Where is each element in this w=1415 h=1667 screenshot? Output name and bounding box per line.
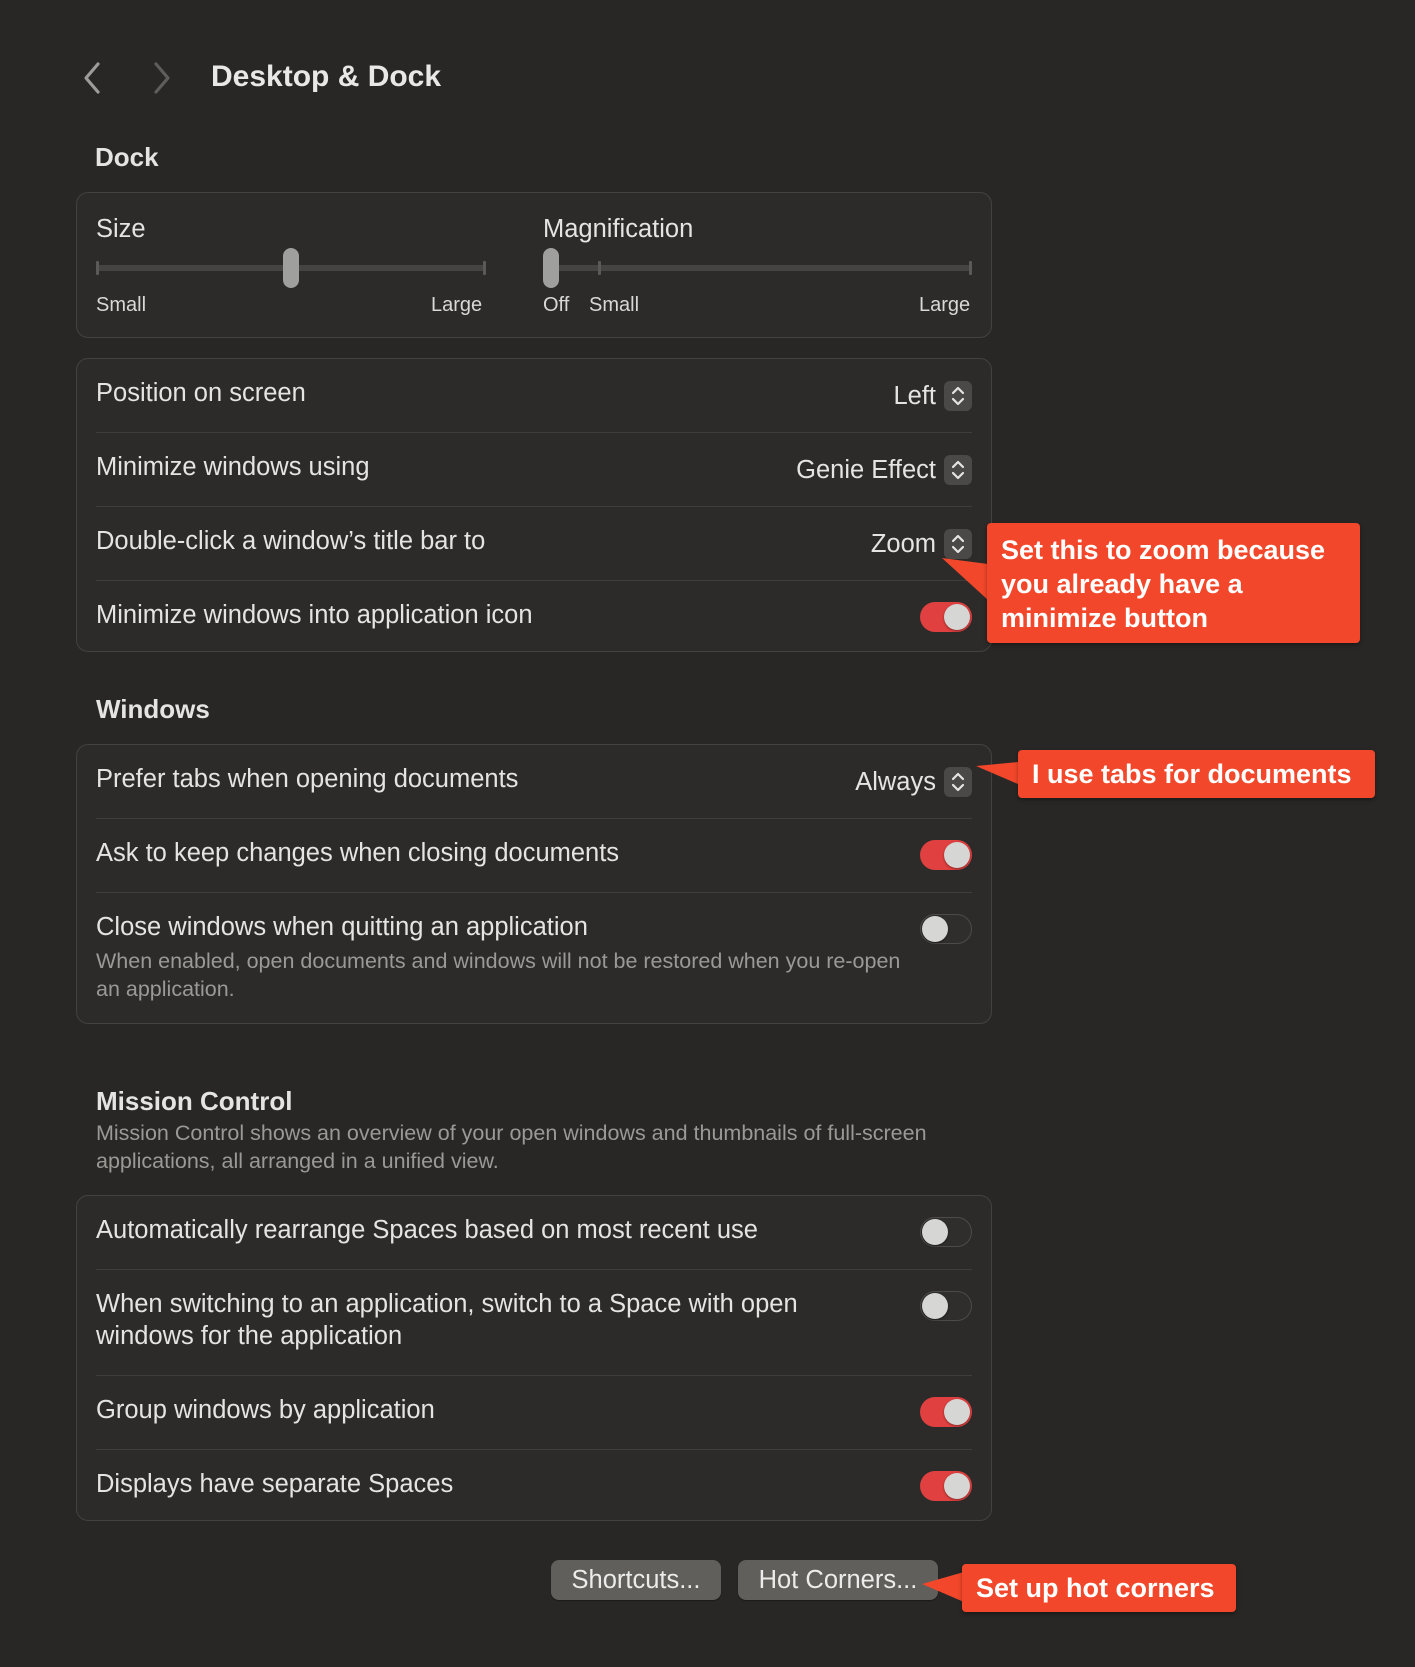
magnification-slider-track[interactable] bbox=[543, 265, 971, 271]
mission-control-panel bbox=[76, 1195, 992, 1521]
up-down-chevron-icon bbox=[944, 455, 972, 485]
up-down-chevron-icon bbox=[944, 381, 972, 411]
mission-control-description: Mission Control shows an overview of your open windows and thumbnails of full-screen applications, all arranged in a unified view. bbox=[96, 1121, 927, 1173]
toggle-knob bbox=[922, 1219, 948, 1245]
minimize-into-icon-toggle[interactable] bbox=[920, 602, 972, 632]
callout-tabs: I use tabs for documents bbox=[1018, 750, 1375, 798]
dock-settings-panel bbox=[76, 358, 992, 652]
size-slider-tick bbox=[96, 261, 99, 275]
popup-value: Genie Effect bbox=[796, 455, 936, 484]
toggle-knob bbox=[944, 842, 970, 868]
setting-description: When enabled, open documents and windows will not be restored when you re-open an application. bbox=[96, 949, 901, 1001]
section-title-dock: Dock bbox=[95, 142, 159, 172]
setting-label: Minimize windows using bbox=[96, 453, 370, 481]
toggle-knob bbox=[944, 604, 970, 630]
toggle-knob bbox=[944, 1399, 970, 1425]
callout-pointer-hot-corners bbox=[922, 1566, 966, 1606]
setting-row-position bbox=[96, 359, 972, 433]
setting-row-minimize-effect bbox=[96, 433, 972, 507]
setting-row-separate-spaces bbox=[96, 1450, 972, 1522]
position-popup[interactable] bbox=[893, 380, 972, 412]
setting-row-minimize-into-icon bbox=[96, 581, 972, 653]
setting-label: Close windows when quitting an application bbox=[96, 913, 588, 941]
back-button[interactable] bbox=[74, 58, 110, 98]
rearrange-spaces-toggle[interactable] bbox=[920, 1217, 972, 1247]
magnification-slider-tick bbox=[969, 261, 972, 275]
size-slider-label: Size bbox=[96, 215, 146, 243]
setting-label: When switching to an application, switch to a Space with open windows for the application bbox=[96, 1290, 798, 1350]
magnification-slider-max-label: Large bbox=[919, 294, 971, 316]
callout-hot-corners: Set up hot corners bbox=[962, 1564, 1236, 1612]
callout-zoom: Set this to zoom because you already have a minimize button bbox=[987, 523, 1360, 643]
toggle-knob bbox=[922, 916, 948, 942]
close-windows-toggle[interactable] bbox=[920, 914, 972, 944]
setting-row-group-windows bbox=[96, 1376, 972, 1450]
setting-row-rearrange-spaces bbox=[96, 1196, 972, 1270]
setting-row-ask-keep-changes bbox=[96, 819, 972, 893]
prefer-tabs-popup[interactable] bbox=[855, 766, 972, 798]
setting-label: Displays have separate Spaces bbox=[96, 1470, 454, 1498]
setting-label: Group windows by application bbox=[96, 1396, 435, 1424]
page-title: Desktop & Dock bbox=[211, 60, 442, 93]
group-windows-toggle[interactable] bbox=[920, 1397, 972, 1427]
dock-size-panel bbox=[76, 192, 992, 338]
setting-label: Double-click a window’s title bar to bbox=[96, 527, 486, 555]
magnification-slider-thumb[interactable] bbox=[543, 248, 559, 288]
chevron-right-icon bbox=[144, 58, 180, 98]
magnification-slider-off-label: Off bbox=[543, 294, 570, 316]
toggle-knob bbox=[922, 1293, 948, 1319]
popup-value: Zoom bbox=[870, 529, 936, 558]
size-slider-thumb[interactable] bbox=[283, 248, 299, 288]
magnification-slider-label: Magnification bbox=[543, 215, 694, 243]
setting-label: Ask to keep changes when closing documents bbox=[96, 839, 620, 867]
size-slider-min-label: Small bbox=[96, 294, 147, 316]
section-title-mission-control: Mission Control bbox=[96, 1086, 293, 1116]
windows-settings-panel bbox=[76, 744, 992, 1024]
size-slider-max-label: Large bbox=[431, 294, 483, 316]
callout-pointer-tabs bbox=[976, 760, 1020, 786]
setting-label: Minimize windows into application icon bbox=[96, 601, 533, 629]
toggle-knob bbox=[944, 1473, 970, 1499]
magnification-slider-min-label: Small bbox=[589, 294, 640, 316]
up-down-chevron-icon bbox=[944, 767, 972, 797]
shortcuts-button[interactable]: Shortcuts... bbox=[551, 1560, 721, 1600]
popup-value: Always bbox=[855, 767, 936, 796]
setting-row-double-click bbox=[96, 507, 972, 581]
setting-row-switch-space bbox=[96, 1270, 972, 1376]
ask-keep-changes-toggle[interactable] bbox=[920, 840, 972, 870]
separate-spaces-toggle[interactable] bbox=[920, 1471, 972, 1501]
switch-space-toggle[interactable] bbox=[920, 1291, 972, 1321]
setting-label: Prefer tabs when opening documents bbox=[96, 765, 519, 793]
setting-label: Automatically rearrange Spaces based on most recent use bbox=[96, 1216, 758, 1244]
setting-row-close-windows bbox=[96, 893, 972, 1025]
chevron-left-icon bbox=[74, 58, 110, 98]
minimize-effect-popup[interactable] bbox=[796, 454, 972, 486]
forward-button[interactable] bbox=[144, 58, 180, 98]
popup-value: Left bbox=[893, 381, 936, 410]
setting-label: Position on screen bbox=[96, 379, 306, 407]
callout-pointer-zoom bbox=[940, 556, 990, 604]
magnification-slider-tick bbox=[598, 261, 601, 275]
size-slider-tick bbox=[483, 261, 486, 275]
hot-corners-button[interactable]: Hot Corners... bbox=[738, 1560, 938, 1600]
setting-row-prefer-tabs bbox=[96, 745, 972, 819]
section-title-windows: Windows bbox=[96, 694, 210, 724]
up-down-chevron-icon bbox=[944, 529, 972, 559]
